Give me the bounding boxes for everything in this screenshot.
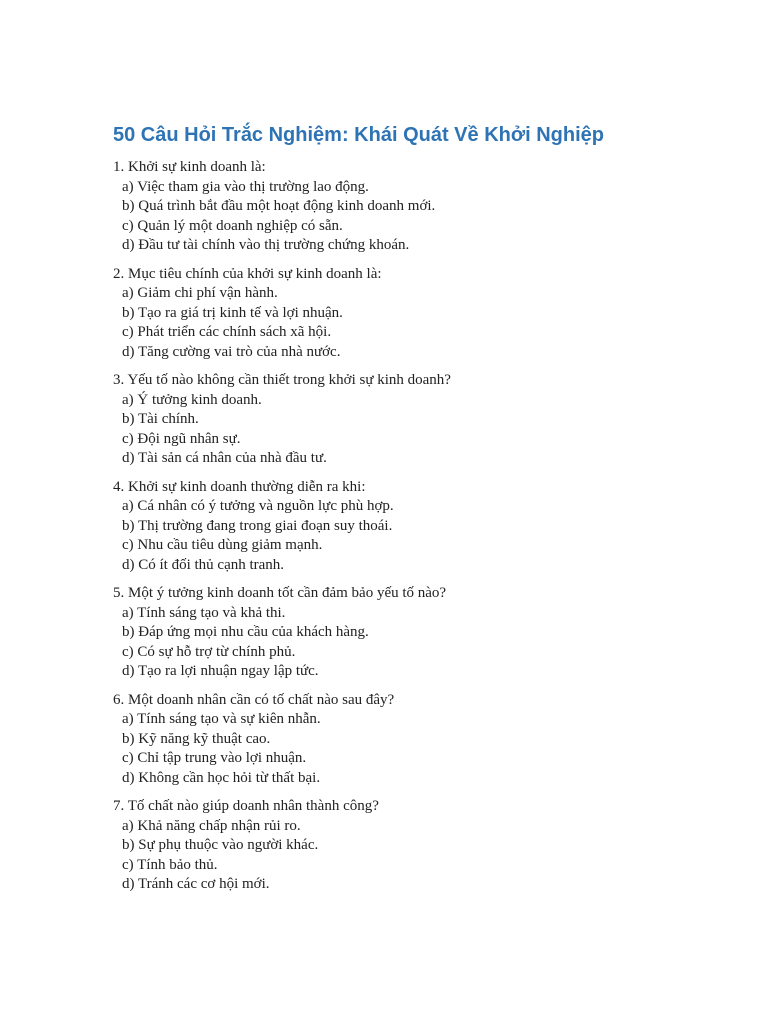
answer-option: d) Không cần học hỏi từ thất bại. — [122, 769, 321, 786]
question-text: 6. Một doanh nhân cần có tố chất nào sau đây? — [113, 691, 395, 708]
answer-option: d) Tạo ra lợi nhuận ngay lập tức. — [122, 663, 319, 679]
question-block — [113, 797, 693, 895]
question-text: 1. Khởi sự kinh doanh là: — [113, 159, 266, 175]
answer-option: b) Tạo ra giá trị kinh tế và lợi nhuận. — [122, 304, 343, 321]
question-block — [113, 478, 693, 576]
answer-option: c) Chỉ tập trung vào lợi nhuận. — [122, 750, 307, 766]
answer-option: b) Thị trường đang trong giai đoạn suy thoái. — [122, 517, 393, 534]
question-text: 3. Yếu tố nào không cần thiết trong khởi sự kinh doanh? — [113, 372, 451, 388]
answer-option: c) Đội ngũ nhân sự. — [122, 430, 241, 447]
question-list — [113, 158, 693, 895]
question-text: 4. Khởi sự kinh doanh thường diễn ra khi: — [113, 478, 366, 495]
answer-option: b) Kỹ năng kỹ thuật cao. — [122, 730, 271, 747]
answer-option: a) Tính sáng tạo và sự kiên nhẫn. — [122, 711, 321, 727]
answer-option: c) Phát triển các chính sách xã hội. — [122, 324, 332, 340]
answer-option: d) Tài sản cá nhân của nhà đầu tư. — [122, 450, 327, 466]
answer-option: a) Khả năng chấp nhận rủi ro. — [122, 817, 301, 834]
answer-option: c) Quản lý một doanh nghiệp có sẵn. — [122, 217, 343, 234]
answer-option: c) Nhu cầu tiêu dùng giảm mạnh. — [122, 537, 323, 553]
question-text: 2. Mục tiêu chính của khởi sự kinh doanh là: — [113, 265, 382, 282]
question-block — [113, 158, 693, 256]
question-block — [113, 265, 693, 363]
answer-option: a) Giảm chi phí vận hành. — [122, 285, 278, 301]
document-title: 50 Câu Hỏi Trắc Nghiệm: Khái Quát Về Khởi Nghiệp — [113, 124, 604, 146]
answer-option: b) Quá trình bắt đầu một hoạt động kinh doanh mới. — [122, 198, 436, 214]
answer-option: d) Tăng cường vai trò của nhà nước. — [122, 343, 341, 360]
answer-option: d) Tránh các cơ hội mới. — [122, 876, 270, 892]
question-block — [113, 584, 693, 682]
answer-option: d) Có ít đối thủ cạnh tranh. — [122, 556, 285, 573]
answer-option: b) Tài chính. — [122, 411, 199, 427]
answer-option: a) Việc tham gia vào thị trường lao động. — [122, 178, 369, 195]
answer-option: b) Sự phụ thuộc vào người khác. — [122, 837, 319, 853]
answer-option: c) Tính bảo thủ. — [122, 856, 218, 873]
answer-option: c) Có sự hỗ trợ từ chính phủ. — [122, 643, 296, 660]
question-block — [113, 371, 693, 469]
answer-option: a) Cá nhân có ý tưởng và nguồn lực phù hợp. — [122, 498, 394, 514]
question-block — [113, 691, 693, 789]
answer-option: a) Ý tưởng kinh doanh. — [122, 391, 262, 408]
question-text: 5. Một ý tưởng kinh doanh tốt cần đảm bảo yếu tố nào? — [113, 585, 447, 601]
answer-option: a) Tính sáng tạo và khả thi. — [122, 604, 286, 621]
question-text: 7. Tố chất nào giúp doanh nhân thành công? — [113, 798, 379, 814]
answer-option: b) Đáp ứng mọi nhu cầu của khách hàng. — [122, 624, 369, 640]
answer-option: d) Đầu tư tài chính vào thị trường chứng khoán. — [122, 237, 410, 253]
